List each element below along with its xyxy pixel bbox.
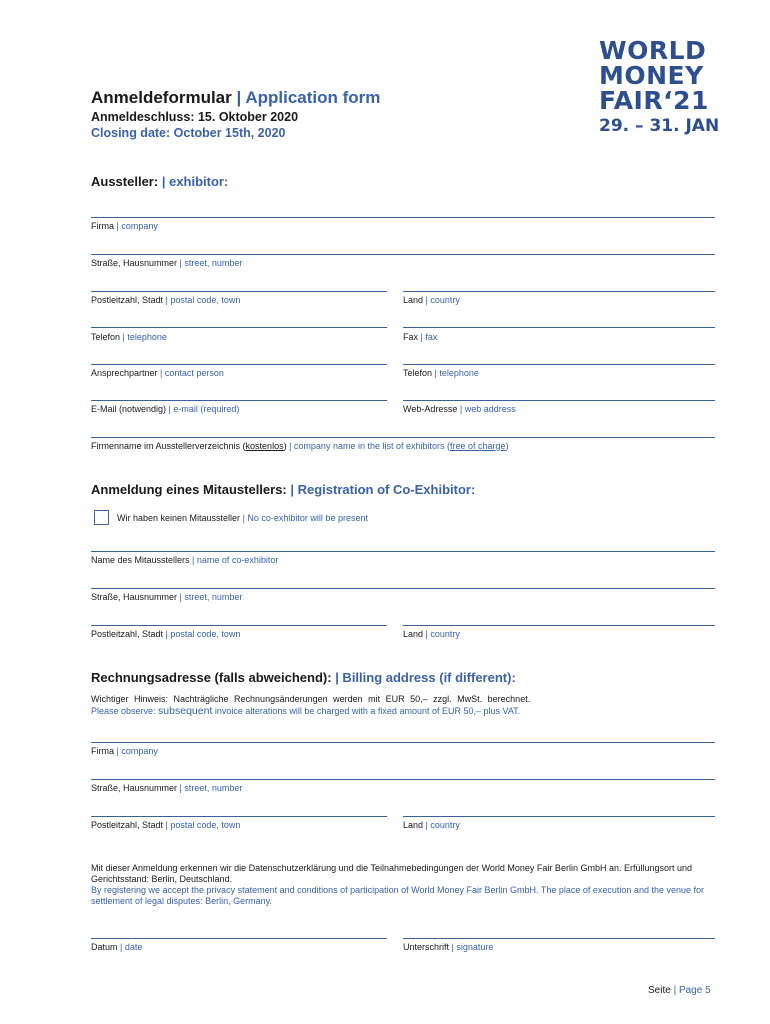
coexhibitor-street-label: Straße, Hausnummer | street, number <box>91 592 243 602</box>
web-label: Web-Adresse | web address <box>403 404 516 414</box>
billing-country-label: Land | country <box>403 820 460 830</box>
billing-postal-field[interactable] <box>91 816 387 817</box>
phone-label: Telefon | telephone <box>91 332 167 342</box>
agreement-de: Mit dieser Anmeldung erkennen wir die Datenschutzerklärung und die Teilnahmebedingungen der World Money Fair Berlin GmbH an. Erfüllungsort und Gerichtsstand: Berlin, Deutschland. <box>91 863 693 884</box>
web-field[interactable] <box>403 400 715 401</box>
signature-label: Unterschrift | signature <box>403 942 494 952</box>
billing-postal-label: Postleitzahl, Stadt | postal code, town <box>91 820 241 830</box>
email-label: E-Mail (notwendig) | e-mail (required) <box>91 404 240 414</box>
contact-phone-field[interactable] <box>403 364 715 365</box>
billing-note-en: Please observe: subsequent invoice alterations will be charged with a fixed amount of EUR 50,– plus VAT. <box>91 705 521 717</box>
signature-field[interactable] <box>403 938 715 939</box>
coexhibitor-name-label: Name des Mitausstellers | name of co-exhibitor <box>91 555 279 565</box>
company-field[interactable] <box>91 217 715 218</box>
billing-street-label: Straße, Hausnummer | street, number <box>91 783 243 793</box>
postal-label: Postleitzahl, Stadt | postal code, town <box>91 295 241 305</box>
coexhibitor-name-field[interactable] <box>91 551 715 552</box>
page-title: Anmeldeformular | Application form <box>91 88 381 107</box>
exhibitor-heading: Aussteller: | exhibitor: <box>91 174 229 189</box>
agreement-en: By registering we accept the privacy statement and conditions of participation of World Money Fair Berlin GmbH. The place of execution and the venue for settlement of legal disputes: Berlin, Germany. <box>91 885 704 906</box>
street-field[interactable] <box>91 254 715 255</box>
deadline-de: Anmeldeschluss: 15. Oktober 2020 <box>91 110 299 124</box>
contact-phone-label: Telefon | telephone <box>403 368 479 378</box>
date-field[interactable] <box>91 938 387 939</box>
fax-field[interactable] <box>403 327 715 328</box>
coexhibitor-postal-label: Postleitzahl, Stadt | postal code, town <box>91 629 241 639</box>
coexhibitor-street-field[interactable] <box>91 588 715 589</box>
coexhibitor-country-field[interactable] <box>403 625 715 626</box>
street-label: Straße, Hausnummer | street, number <box>91 258 243 268</box>
country-field[interactable] <box>403 291 715 292</box>
billing-company-field[interactable] <box>91 742 715 743</box>
coexhibitor-postal-field[interactable] <box>91 625 387 626</box>
no-coexhibitor-checkbox[interactable] <box>94 510 109 525</box>
email-field[interactable] <box>91 400 387 401</box>
world-money-fair-logo: WORLD MONEY FAIR‘21 29. – 31. JAN <box>599 36 720 136</box>
country-label: Land | country <box>403 295 460 305</box>
billing-street-field[interactable] <box>91 779 715 780</box>
billing-company-label: Firma | company <box>91 746 158 756</box>
contact-person-field[interactable] <box>91 364 387 365</box>
billing-note-de: Wichtiger Hinweis: Nachträgliche Rechnungsänderungen werden mit EUR 50,– zzgl. MwSt. berechnet. <box>91 694 531 704</box>
listing-name-label: Firmenname im Ausstellerverzeichnis (kostenlos) | company name in the list of exhibitors (free of charge) <box>91 441 509 451</box>
no-coexhibitor-label: Wir haben keinen Mitaussteller | No co-exhibitor will be present <box>117 513 368 523</box>
postal-field[interactable] <box>91 291 387 292</box>
company-label: Firma | company <box>91 221 158 231</box>
date-label: Datum | date <box>91 942 143 952</box>
fax-label: Fax | fax <box>403 332 438 342</box>
contact-person-label: Ansprechpartner | contact person <box>91 368 224 378</box>
billing-heading: Rechnungsadresse (falls abweichend): | Billing address (if different): <box>91 670 516 685</box>
deadline-en: Closing date: October 15th, 2020 <box>91 126 286 140</box>
page-number: Seite | Page 5 <box>648 985 711 996</box>
coexhibitor-heading: Anmeldung eines Mitaustellers: | Registration of Co-Exhibitor: <box>91 482 476 497</box>
listing-name-field[interactable] <box>91 437 715 438</box>
billing-country-field[interactable] <box>403 816 715 817</box>
phone-field[interactable] <box>91 327 387 328</box>
coexhibitor-country-label: Land | country <box>403 629 460 639</box>
